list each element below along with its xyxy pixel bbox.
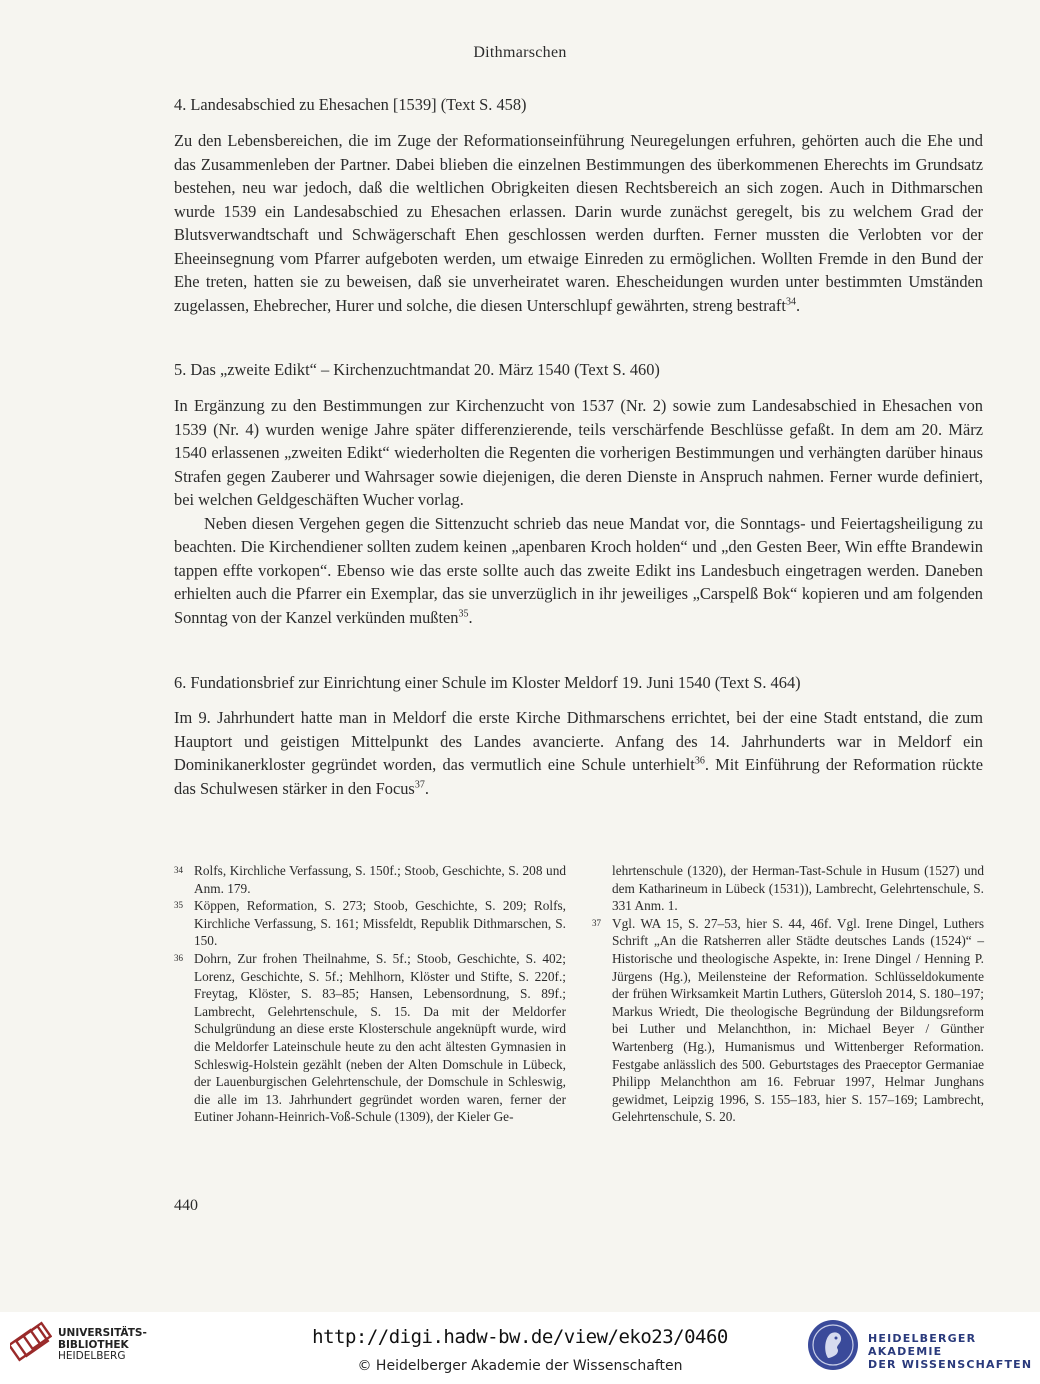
academy-name[interactable]: HEIDELBERGER AKADEMIE DER WISSENSCHAFTEN (868, 1332, 1033, 1371)
copyright-notice: © Heidelberger Akademie der Wissenschaften (357, 1358, 683, 1374)
section-heading-6: 6. Fundationsbrief zur Einrichtung einer Schule im Kloster Meldorf 19. Juni 1540 (Text S. 464) (174, 673, 801, 692)
academy-seal-logo-icon[interactable] (806, 1318, 860, 1372)
running-head: Dithmarschen (473, 44, 567, 61)
page-number: 440 (174, 1197, 198, 1214)
footnotes-left-column (174, 862, 566, 1126)
section-heading-5: 5. Das „zweite Edikt“ – Kirchenzuchtmandat 20. März 1540 (Text S. 460) (174, 360, 660, 379)
paragraph: Zu den Lebensbereichen, die im Zuge der Reformationseinführung Neuregelungen erfuhren, gehörten auch die Ehe und das Zusammenleben der Partner. Dabei blieben die einzelnen Bestimmungen des überkommenen Eherechts im Grundsatz bestehen, neu war jedoch, daß die weltlichen Obrigkeiten diesen Rechtsbereich an sich zogen. Auch in Dithmarschen wurde 1539 ein Landesabschied zu Ehesachen erlassen. Darin wurde zunächst geregelt, bis zu welchem Grad der Blutsverwandtschaft und Schwägerschaft Ehen geschlossen werden durften. Ferner mussten die Verlobten vor der Eheeinsegnung vom Pfarrer aufgeboten werden, um etwaige Einreden zu ermöglichen. Wollten Fremde in den Bund der Ehe treten, hatten sie zu beweisen, daß sie unverheiratet waren. Ehescheidungen wurden unter bestimmten Umständen zugelassen, Ehebrecher, Hurer und solche, die diesen Unterschlupf gewährten, streng bestraft (174, 131, 983, 315)
footnote-34: 34 Rolfs, Kirchliche Verfassung, S. 150f.; Stoob, Geschichte, S. 208 und Anm. 179. (174, 863, 566, 896)
footnote-36-continued: lehrtenschule (1320), der Herman-Tast-Schule in Husum (1527) und dem Katharineum in Lübeck (1531)), Lambrecht, Gelehrtenschule, S. 331 Anm. 1. (612, 863, 984, 914)
section-5-body (174, 394, 983, 629)
footnote-35: 35 Köppen, Reformation, S. 273; Stoob, Geschichte, S. 209; Rolfs, Kirchliche Verfassung, S. 161; Missfeldt, Republik Dithmarschen, S. 150. (174, 898, 566, 949)
footnote-36: 36 Dohrn, Zur frohen Theilnahme, S. 5f.; Stoob, Geschichte, S. 402; Lorenz, Geschichte, S. 5f.; Mehlhorn, Klöster und Stifte, S. 220f.; Freytag, Klöster, S. 83–85; Hansen, Lebensordnung, S. 89f.; Lambrecht, Gelehrtenschule, S. 15. Da mit der Meldorfer Schulgründung an diese erste Klosterschule angeknüpft wurde, wird die Meldorfer Lateinschule heute zu den acht ältesten Gymnasien in Schleswig-Holstein gezählt (neben der Alten Domschule in Lübeck, der Lauenburgischen Gelehrtenschule, der Domschule in Schleswig, die alle im 13. Jahrhundert gegründet worden waren, ferner der Eutiner Johann-Heinrich-Voß-Schule (1309), der Kieler Ge- (174, 950, 566, 1125)
footnote-ref-34[interactable]: 34 (785, 296, 796, 308)
section-6-body: Im 9. Jahrhundert hatte man in Meldorf die erste Kirche Dithmarschens errichtet, bei der eine Stadt entstand, die zum Hauptort und geistigen Mittelpunkt des Landes avancierte. Anfang des 14. Jahrhunderts war in Meldorf ein Dominikanerkloster gegründet worden, das vermutlich eine Schule unterhielt$^{36}$. Mit Einführung der Reformation rückte das Schulwesen stärker in den Focus$^{37}$. (174, 708, 983, 798)
section-heading-4: 4. Landesabschied zu Ehesachen [1539] (Text S. 458) (174, 95, 527, 114)
footnote-ref-37[interactable]: 37 (414, 779, 425, 791)
footnotes-right-column (592, 862, 984, 1126)
footnote-37: 37 Vgl. WA 15, S. 27–53, hier S. 44, 46f. Vgl. Irene Dingel, Luthers Schrift „An die Ratsherren aller Städte deutsches Lands (1524)“ – Historische und theologische Aspekte, in: Irene Dingel / Henning P. Jürgens (Hg.), Meilensteine der Reformation. Schlüsseldokumente der frühen Wirksamkeit Martin Luthers, Gütersloh 2014, S. 180–197; Markus Wriedt, Die theologische Begründung der Bildungsreform bei Luther und Melanchthon, in: Michael Beyer / Günther Wartenberg (Hg.), Humanismus und Wittenberger Reformation. Festgabe anlässlich des 500. Geburtstages des Praeceptor Germaniae Philipp Melanchthon am 16. Februar 1997, Helmar Junghans gewidmet, Leipzig 1996, S. 155–183, hier S. 157–169; Lambrecht, Gelehrtenschule, S. 20. (592, 915, 984, 1125)
paragraph: Im 9. Jahrhundert hatte man in Meldorf die erste Kirche Dithmarschens errichtet, bei der eine Stadt entstand, die zum Hauptort und geistigen Mittelpunkt des Landes avancierte. Anfang des 14. Jahrhunderts war in Meldorf ein Dominikanerkloster gegründet worden, das vermutlich eine Schule unterhielt (174, 708, 983, 774)
permalink-url[interactable]: http://digi.hadw-bw.de/view/eko23/0460 (312, 1326, 728, 1348)
university-library-name[interactable]: UNIVERSITÄTS- BIBLIOTHEK HEIDELBERG (58, 1327, 147, 1362)
footnote-ref-35[interactable]: 35 (458, 608, 469, 620)
footnote-ref-36[interactable]: 36 (694, 755, 705, 767)
footer-bar (0, 1312, 1040, 1384)
section-4-body: Zu den Lebensbereichen, die im Zuge der Reformationseinführung Neuregelungen erfuhren, gehörten auch die Ehe und das Zusammenleben der Partner. Dabei blieben die einzelnen Bestimmungen des überkommenen Eherechts im Grundsatz bestehen, neu war jedoch, daß die weltlichen Obrigkeiten diesen Rechtsbereich an sich zogen. Auch in Dithmarschen wurde 1539 ein Landesabschied zu Ehesachen erlassen. Darin wurde zunächst geregelt, bis zu welchem Grad der Blutsverwandtschaft und Schwägerschaft Ehen geschlossen werden durften. Ferner mussten die Verlobten vor der Eheeinsegnung vom Pfarrer aufgeboten werden, um etwaige Einreden zu ermöglichen. Wollten Fremde in den Bund der Ehe treten, hatten sie zu beweisen, daß sie unverheiratet waren. Ehescheidungen wurden unter bestimmten Umständen zugelassen, Ehebrecher, Hurer und solche, die diesen Unterschlupf gewährten, streng bestraft$^{34}$. (174, 131, 983, 315)
paragraph: Neben diesen Vergehen gegen die Sittenzucht schrieb das neue Mandat vor, die Sonntags- und Feiertagsheiligung zu beachten. Die Kirchendiener sollten zudem keinen „apenbaren Kroch holden“ und „den Gesten Beer, Win effte Brandewin tappen effte vorkopen“. Ebenso wie das erste sollte auch das zweite Edikt ins Landesbuch eingetragen werden. Daneben erhielten auch die Pfarrer ein Exemplar, das sie unverzüglich in ihr jeweiliges „Carspelß Bok“ kopieren und am folgenden Sonntag von der Kanzel verkünden mußten$^{35}$. (174, 513, 983, 627)
paragraph: In Ergänzung zu den Bestimmungen zur Kirchenzucht von 1537 (Nr. 2) sowie zum Landesabschied in Ehesachen von 1539 (Nr. 4) wurden wenige Jahre später differenzierende, teils verschärfende Beschlüsse gefaßt. In dem am 20. März 1540 erlassenen „zweiten Edikt“ wiederholten die Regenten die vorherigen Bestimmungen und verhängten darüber hinaus Strafen gegen Zauberer und Wahrsager sowie diejenigen, die deren Dienste in Anspruch nahmen. Ferner wurde definiert, bei welchen Geldgeschäften Wucher vorlag. (174, 396, 983, 509)
